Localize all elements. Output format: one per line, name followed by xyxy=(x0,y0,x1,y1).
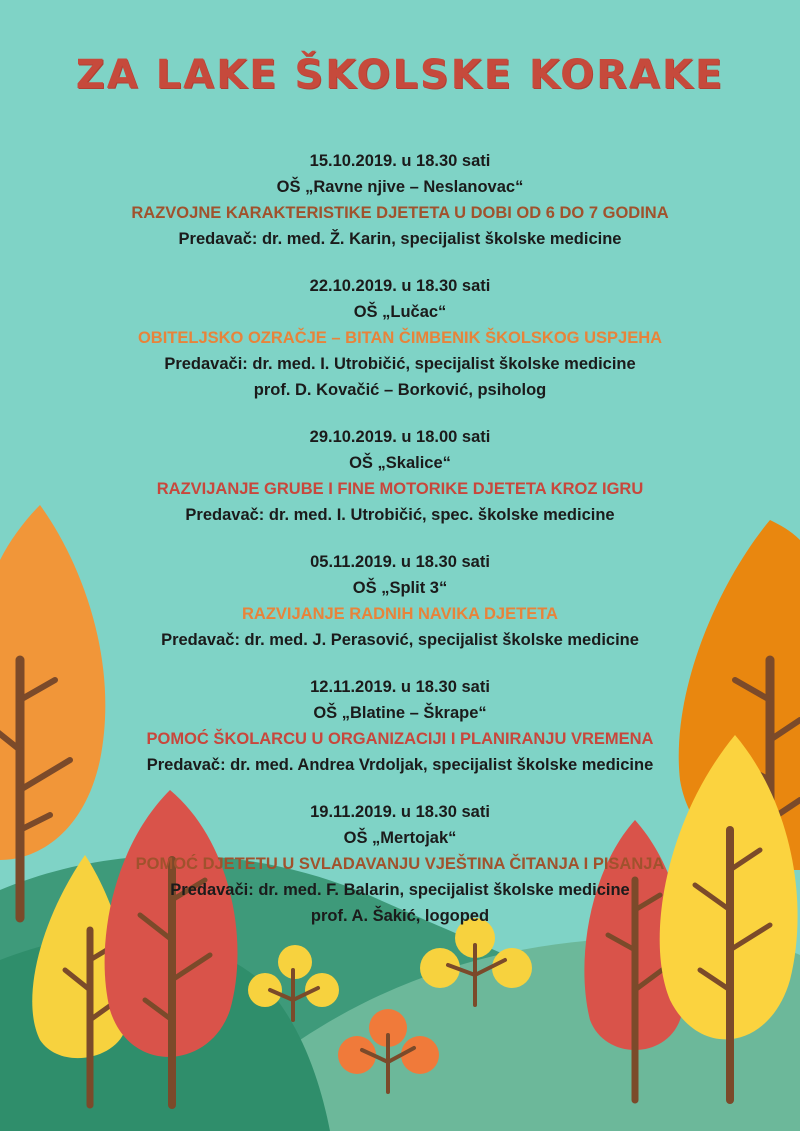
event-block xyxy=(0,799,800,929)
event-topic: POMOĆ DJETETU U SVLADAVANJU VJEŠTINA ČITANJA I PISANJA xyxy=(135,855,665,873)
event-school: OŠ „Blatine – Škrape“ xyxy=(313,704,487,722)
event-block xyxy=(0,273,800,403)
event-school: OŠ „Mertojak“ xyxy=(343,829,457,847)
event-block xyxy=(0,549,800,653)
events-list xyxy=(0,148,800,950)
event-date: 05.11.2019. u 18.30 sati xyxy=(310,553,490,571)
event-topic: RAZVIJANJE GRUBE I FINE MOTORIKE DJETETA KROZ IGRU xyxy=(156,480,644,498)
event-lecturer: prof. A. Šakić, logoped xyxy=(310,907,490,925)
event-topic: RAZVOJNE KARAKTERISTIKE DJETETA U DOBI OD 6 DO 7 GODINA xyxy=(131,204,669,222)
event-lecturer: prof. D. Kovačić – Borković, psiholog xyxy=(253,381,547,399)
event-school: OŠ „Lučac“ xyxy=(353,303,447,321)
event-lecturer: Predavač: dr. med. J. Perasović, specijalist školske medicine xyxy=(161,631,639,649)
event-topic: OBITELJSKO OZRAČJE – BITAN ČIMBENIK ŠKOLSKOG USPJEHA xyxy=(137,329,663,347)
event-topic: RAZVIJANJE RADNIH NAVIKA DJETETA xyxy=(242,605,558,623)
event-lecturer: Predavač: dr. med. Ž. Karin, specijalist školske medicine xyxy=(178,230,622,248)
event-date: 12.11.2019. u 18.30 sati xyxy=(310,678,490,696)
event-block xyxy=(0,424,800,528)
event-date: 15.10.2019. u 18.30 sati xyxy=(309,152,491,170)
poster-title: ZA LAKE ŠKOLSKE KORAKE xyxy=(75,52,725,98)
event-block xyxy=(0,674,800,778)
event-block xyxy=(0,148,800,252)
event-lecturer: Predavači: dr. med. I. Utrobičić, specijalist školske medicine xyxy=(164,355,636,373)
event-date: 29.10.2019. u 18.00 sati xyxy=(309,428,491,446)
event-school: OŠ „Ravne njive – Neslanovac“ xyxy=(276,178,524,196)
event-lecturer: Predavači: dr. med. F. Balarin, specijalist školske medicine xyxy=(170,881,630,899)
event-date: 19.11.2019. u 18.30 sati xyxy=(310,803,490,821)
event-lecturer: Predavač: dr. med. I. Utrobičić, spec. školske medicine xyxy=(185,506,615,524)
event-topic: POMOĆ ŠKOLARCU U ORGANIZACIJI I PLANIRANJU VREMENA xyxy=(146,730,654,748)
event-school: OŠ „Skalice“ xyxy=(349,454,451,472)
event-lecturer: Predavač: dr. med. Andrea Vrdoljak, specijalist školske medicine xyxy=(146,756,654,774)
event-date: 22.10.2019. u 18.30 sati xyxy=(309,277,491,295)
event-school: OŠ „Split 3“ xyxy=(352,579,448,597)
